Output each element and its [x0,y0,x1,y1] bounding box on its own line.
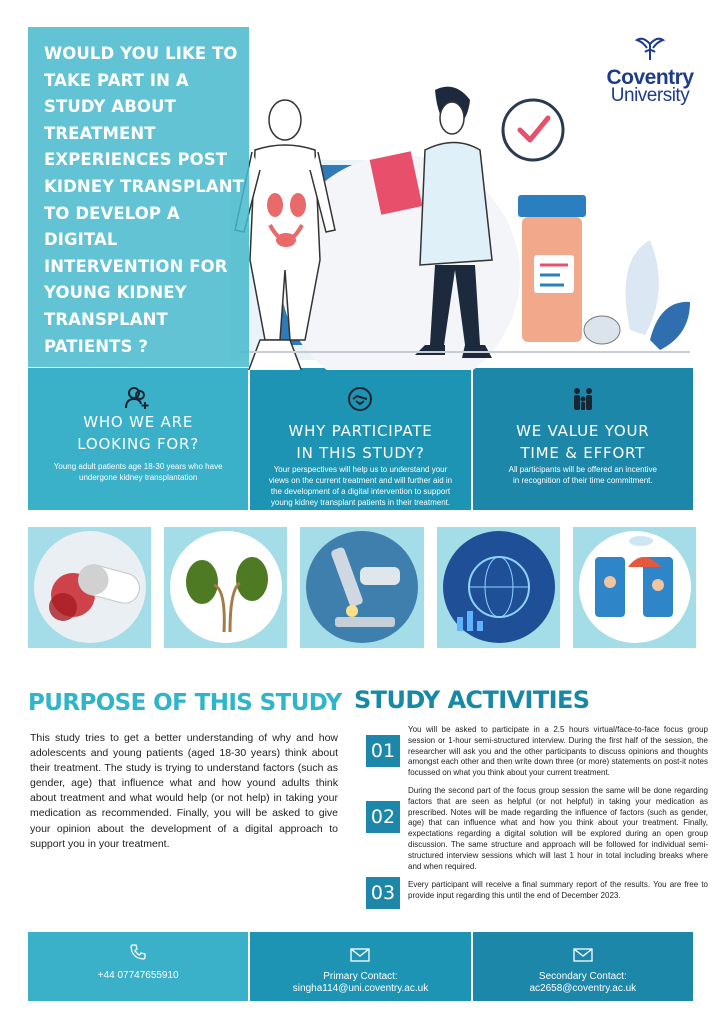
purpose-text: This study tries to get a better understanding of why and how adolescents and young patients (aged 18-30 years) think about their treatment. The study is trying to understand factors (such as gender, age) that influence what and how yound adults think about treatment and what would help (or not help) in taking your medication as recommended. Finally, you will be asked to give your opinion about the development of a digital approach to support you in your treatment. [30,732,338,850]
activity-item [366,786,708,876]
activity-item [366,877,708,912]
activity-text: During the second part of the focus group session the same will be done regarding factors that are seen as helpful (or not helpful) in taking your medication as prescribed. Notes will be made regarding the influence of factors (such as gender, age) that can influence what and how you think about your treatment. Finally, expectations regarding a digital solution will be explored during an open group discussion. The same structure and approach will be followed for individual semi-structured interview sessions which will last 1 hour in total including breaks where and when required. [408,786,708,871]
leaf-dark [650,302,690,350]
mail-icon [350,948,370,962]
panel-why [250,368,472,510]
family-icon [570,386,596,412]
activity-item [366,725,708,785]
phoenix-icon [635,34,665,62]
primary-contact[interactable] [250,932,472,1001]
hero-title: WOULD YOU LIKE TO TAKE PART IN A STUDY ABOUT TREATMENT EXPERIENCES POST KIDNEY TRANSPLANT TO DEVELOP A DIGITAL INTERVENTION FOR YOUNG KIDNEY TRANSPLANT PATIENTS ? [44,44,244,356]
contact-footer [28,932,693,1001]
phone-icon [129,943,147,961]
kidney-left [267,193,283,217]
activity-number: 01 [366,735,400,767]
pill-bottle [518,195,586,342]
kidney-plants-image [164,527,287,648]
panel-why-text: Your perspectives will help us to understand your views on the current treatment and will further aid in the development of a digital intervention to support young kidney transplant patients in their treatment. [268,465,453,507]
microscope-image [300,527,423,648]
activity-text: You will be asked to participate in a 2.5 hours virtual/face-to-face focus group session or 1-hour semi-structured interview. During the first half of the session, the researcher will ask you and the other participants to discuss opinions and thoughts amongst each other and then write down three (or more) statements on post-it notes focussed on what you think about your current treatment. [408,725,708,778]
activity-number: 03 [366,877,400,909]
kidney-right [290,193,306,217]
activity-number: 02 [366,801,400,833]
panel-value [473,368,693,510]
hero-title-box [28,27,249,367]
panel-why-title: WHY PARTICIPATE IN THIS STUDY? [288,422,433,462]
people-add-icon [125,386,151,410]
primary-contact-label: Primary Contact: [323,971,398,982]
pill-tablet [584,316,620,344]
phone-contact[interactable] [28,932,250,1001]
leaf-light [626,240,659,335]
info-panels [28,368,693,510]
purpose-title: PURPOSE OF THIS STUDY [28,690,342,716]
check-bubble [503,100,563,160]
secondary-contact[interactable] [473,932,693,1001]
image-row [28,527,696,648]
handshake-icon [347,386,373,412]
coventry-university-logo [600,34,700,106]
activity-text: Every participant will receive a final summary report of the results. You are free to provide input regarding this until the end of December 2023. [408,880,708,900]
pills-capsule-image [28,527,151,648]
panel-who [28,368,250,510]
digital-globe-image [437,527,560,648]
panel-who-title: WHO WE ARE LOOKING FOR? [77,413,200,453]
phone-number[interactable]: +44 07747655910 [97,970,179,981]
secondary-contact-label: Secondary Contact: [538,971,627,982]
secondary-contact-email[interactable]: ac2658@coventry.ac.uk [529,983,637,994]
logo-line2: University [610,85,690,106]
phone-umbrella-image [573,527,696,648]
logo-line1: Coventry [606,66,694,89]
panel-value-title: WE VALUE YOUR TIME & EFFORT [516,422,650,462]
panel-who-text: Young adult patients age 18-30 years who have undergone kidney transplantation [53,462,223,482]
activities-title: STUDY ACTIVITIES [354,686,590,714]
primary-contact-email[interactable]: singha114@uni.coventry.ac.uk [292,983,429,994]
mail-icon [573,948,593,962]
panel-value-text: All participants will be offered an incentive in recognition of their time commitment. [508,465,658,485]
